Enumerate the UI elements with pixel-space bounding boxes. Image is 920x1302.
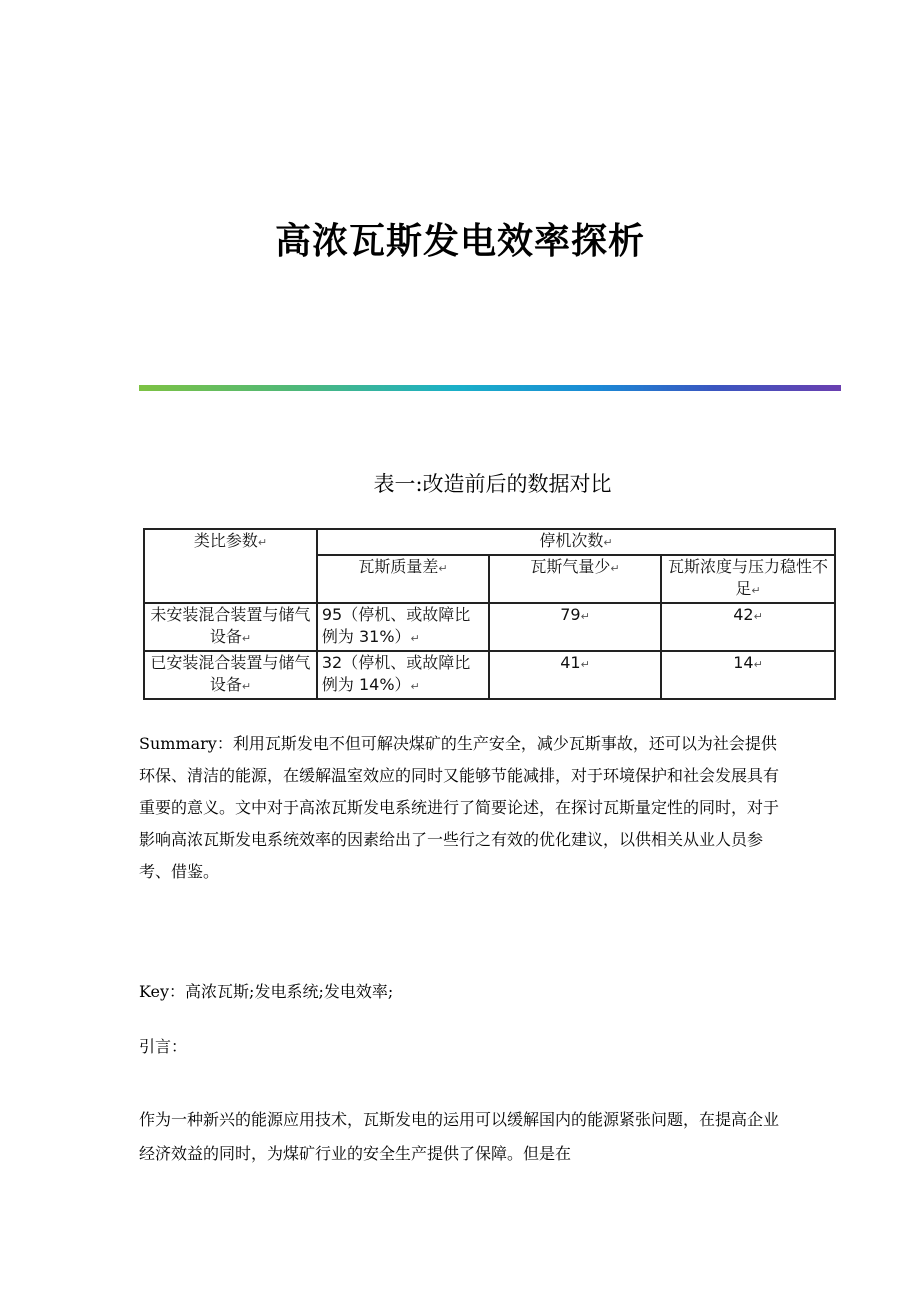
intro-paragraph: 作为一种新兴的能源应用技术，瓦斯发电的运用可以缓解国内的能源紧张问题，在提高企业经济效益的同时，为煤矿行业的安全生产提供了保障。但是在 xyxy=(139,1110,780,1163)
row-value: 41 xyxy=(560,653,581,672)
header-col-pressure xyxy=(661,555,835,603)
keywords-text: 高浓瓦斯;发电系统;发电效率; xyxy=(185,982,394,1001)
return-mark: ↵ xyxy=(753,610,763,623)
row-value-cell xyxy=(489,651,661,699)
row-value: 14 xyxy=(733,653,754,672)
row-value-cell xyxy=(661,651,835,699)
header-param-cell xyxy=(144,529,317,603)
keywords-line xyxy=(139,976,789,1008)
return-mark: ↵ xyxy=(603,536,613,549)
table-row xyxy=(144,603,835,651)
row-value: 79 xyxy=(560,605,581,624)
return-mark: ↵ xyxy=(610,562,620,575)
row-label: 已安装混合装置与储气设备 xyxy=(150,653,311,694)
return-mark: ↵ xyxy=(438,562,448,575)
header-col-label: 瓦斯浓度与压力稳性不足 xyxy=(667,557,828,598)
header-param-label: 类比参数 xyxy=(193,531,258,550)
row-label-cell xyxy=(144,603,317,651)
header-col-quality xyxy=(317,555,489,603)
row-label: 未安装混合装置与储气设备 xyxy=(150,605,311,646)
row-value-cell xyxy=(317,603,489,651)
return-mark: ↵ xyxy=(410,632,420,645)
intro-heading: 引言： xyxy=(139,1037,188,1056)
summary-paragraph xyxy=(139,728,789,888)
row-value: 32（停机、或故障比例为 14%） xyxy=(321,653,471,694)
comparison-table xyxy=(143,528,836,700)
return-mark: ↵ xyxy=(751,584,761,597)
document-title: 高浓瓦斯发电效率探析 xyxy=(274,220,645,262)
header-col-label: 瓦斯气量少 xyxy=(530,557,611,576)
return-mark: ↵ xyxy=(580,610,590,623)
summary-text: 利用瓦斯发电不但可解决煤矿的生产安全，减少瓦斯事故，还可以为社会提供环保、清洁的能源，在缓解温室效应的同时又能够节能减排，对于环境保护和社会发展具有重要的意义。文中对于高浓瓦斯发电系统进行了简要论述，在探讨瓦斯量定性的同时，对于影响高浓瓦斯发电系统效率的因素给出了一些行之有效的优化建议，以供相关从业人员参考、借鉴。 xyxy=(139,734,780,881)
row-value-cell xyxy=(317,651,489,699)
table-header-row xyxy=(144,529,835,555)
return-mark: ↵ xyxy=(580,658,590,671)
return-mark: ↵ xyxy=(410,680,420,693)
row-value-cell xyxy=(489,603,661,651)
row-value-cell xyxy=(661,603,835,651)
row-value: 95（停机、或故障比例为 31%） xyxy=(321,605,471,646)
return-mark: ↵ xyxy=(753,658,763,671)
gradient-divider xyxy=(139,385,841,391)
table-row xyxy=(144,651,835,699)
header-col-label: 瓦斯质量差 xyxy=(358,557,439,576)
return-mark: ↵ xyxy=(241,632,252,645)
keywords-label: Key： xyxy=(139,982,186,1001)
header-group-label: 停机次数 xyxy=(539,531,604,550)
table-caption: 表一:改造前后的数据对比 xyxy=(373,472,612,496)
return-mark: ↵ xyxy=(241,680,252,693)
header-group-cell xyxy=(317,529,835,555)
row-value: 42 xyxy=(733,605,754,624)
header-col-volume xyxy=(489,555,661,603)
return-mark: ↵ xyxy=(257,536,268,549)
row-label-cell xyxy=(144,651,317,699)
summary-label: Summary： xyxy=(139,734,233,753)
